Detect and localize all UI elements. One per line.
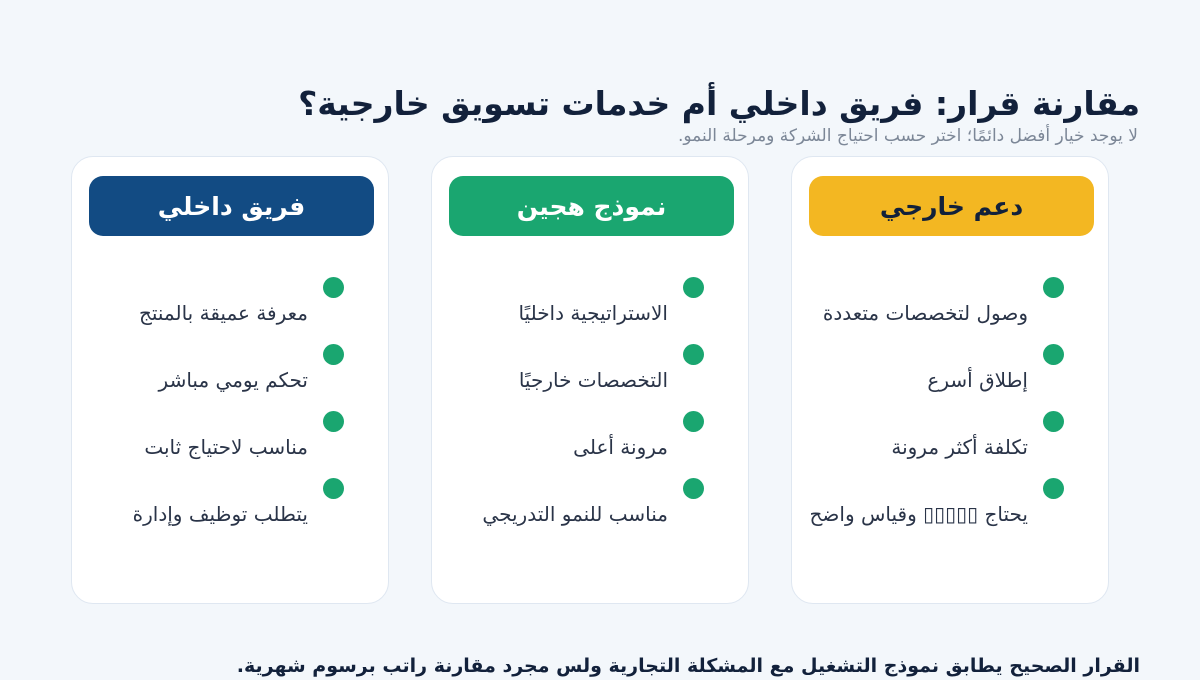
card-items-hybrid-model: [432, 277, 748, 545]
slide-subtitle: لا يوجد خيار أفضل دائمًا؛ اختر حسب احتياج الشركة ومرحلة النمو.: [677, 126, 1138, 146]
list-item-text: مناسب لاحتياج ثابت: [144, 435, 308, 459]
list-item-text: تحكم يومي مباشر: [158, 368, 308, 392]
list-item: [432, 478, 748, 545]
list-item: [792, 478, 1108, 545]
green-dot-icon: [683, 478, 704, 499]
card-items-internal-team: [72, 277, 388, 545]
list-item: [432, 344, 748, 411]
list-item-text: تكلفة أكثر مرونة: [891, 435, 1028, 459]
list-item: [72, 478, 388, 545]
green-dot-icon: [1043, 277, 1064, 298]
list-item: [72, 277, 388, 344]
green-dot-icon: [683, 277, 704, 298]
green-dot-icon: [1043, 411, 1064, 432]
card-header-internal-team: فريق داخلي: [89, 176, 374, 236]
list-item: [72, 344, 388, 411]
card-hybrid-model: [431, 156, 749, 604]
green-dot-icon: [323, 411, 344, 432]
green-dot-icon: [323, 344, 344, 365]
slide-title: مقارنة قرار: فريق داخلي أم خدمات تسويق خارجية؟: [298, 84, 1140, 123]
list-item: [792, 344, 1108, 411]
green-dot-icon: [323, 277, 344, 298]
green-dot-icon: [323, 478, 344, 499]
comparison-cards: [71, 156, 1131, 606]
list-item-text: مناسب للنمو التدريجي: [482, 502, 668, 526]
list-item-text: الاستراتيجية داخليًا: [518, 301, 668, 325]
footer-note: القرار الصحيح يطابق نموذج التشغيل مع المشكلة التجارية ولس مجرد مقارنة راتب برسوم شهرية.: [236, 655, 1140, 677]
card-header-external-support: دعم خارجي: [809, 176, 1094, 236]
list-item: [432, 277, 748, 344]
list-item-text: وصول لتخصصات متعددة: [822, 301, 1028, 325]
list-item-text: معرفة عميقة بالمنتج: [138, 301, 308, 325]
list-item: [792, 277, 1108, 344]
card-header-hybrid-model: نموذج هجين: [449, 176, 734, 236]
list-item-text: إطلاق أسرع: [927, 368, 1028, 392]
green-dot-icon: [1043, 344, 1064, 365]
green-dot-icon: [1043, 478, 1064, 499]
card-items-external-support: [792, 277, 1108, 545]
list-item-text: التخصصات خارجيًا: [518, 368, 668, 392]
list-item: [792, 411, 1108, 478]
list-item-text: مرونة أعلى: [573, 435, 668, 459]
green-dot-icon: [683, 411, 704, 432]
card-external-support: [791, 156, 1109, 604]
list-item: [432, 411, 748, 478]
list-item-text: يتطلب توظيف وإدارة: [132, 502, 308, 526]
green-dot-icon: [683, 344, 704, 365]
list-item: [72, 411, 388, 478]
card-internal-team: [71, 156, 389, 604]
list-item-text: يحتاج ▯▯▯▯▯ وقياس واضح: [809, 502, 1028, 526]
